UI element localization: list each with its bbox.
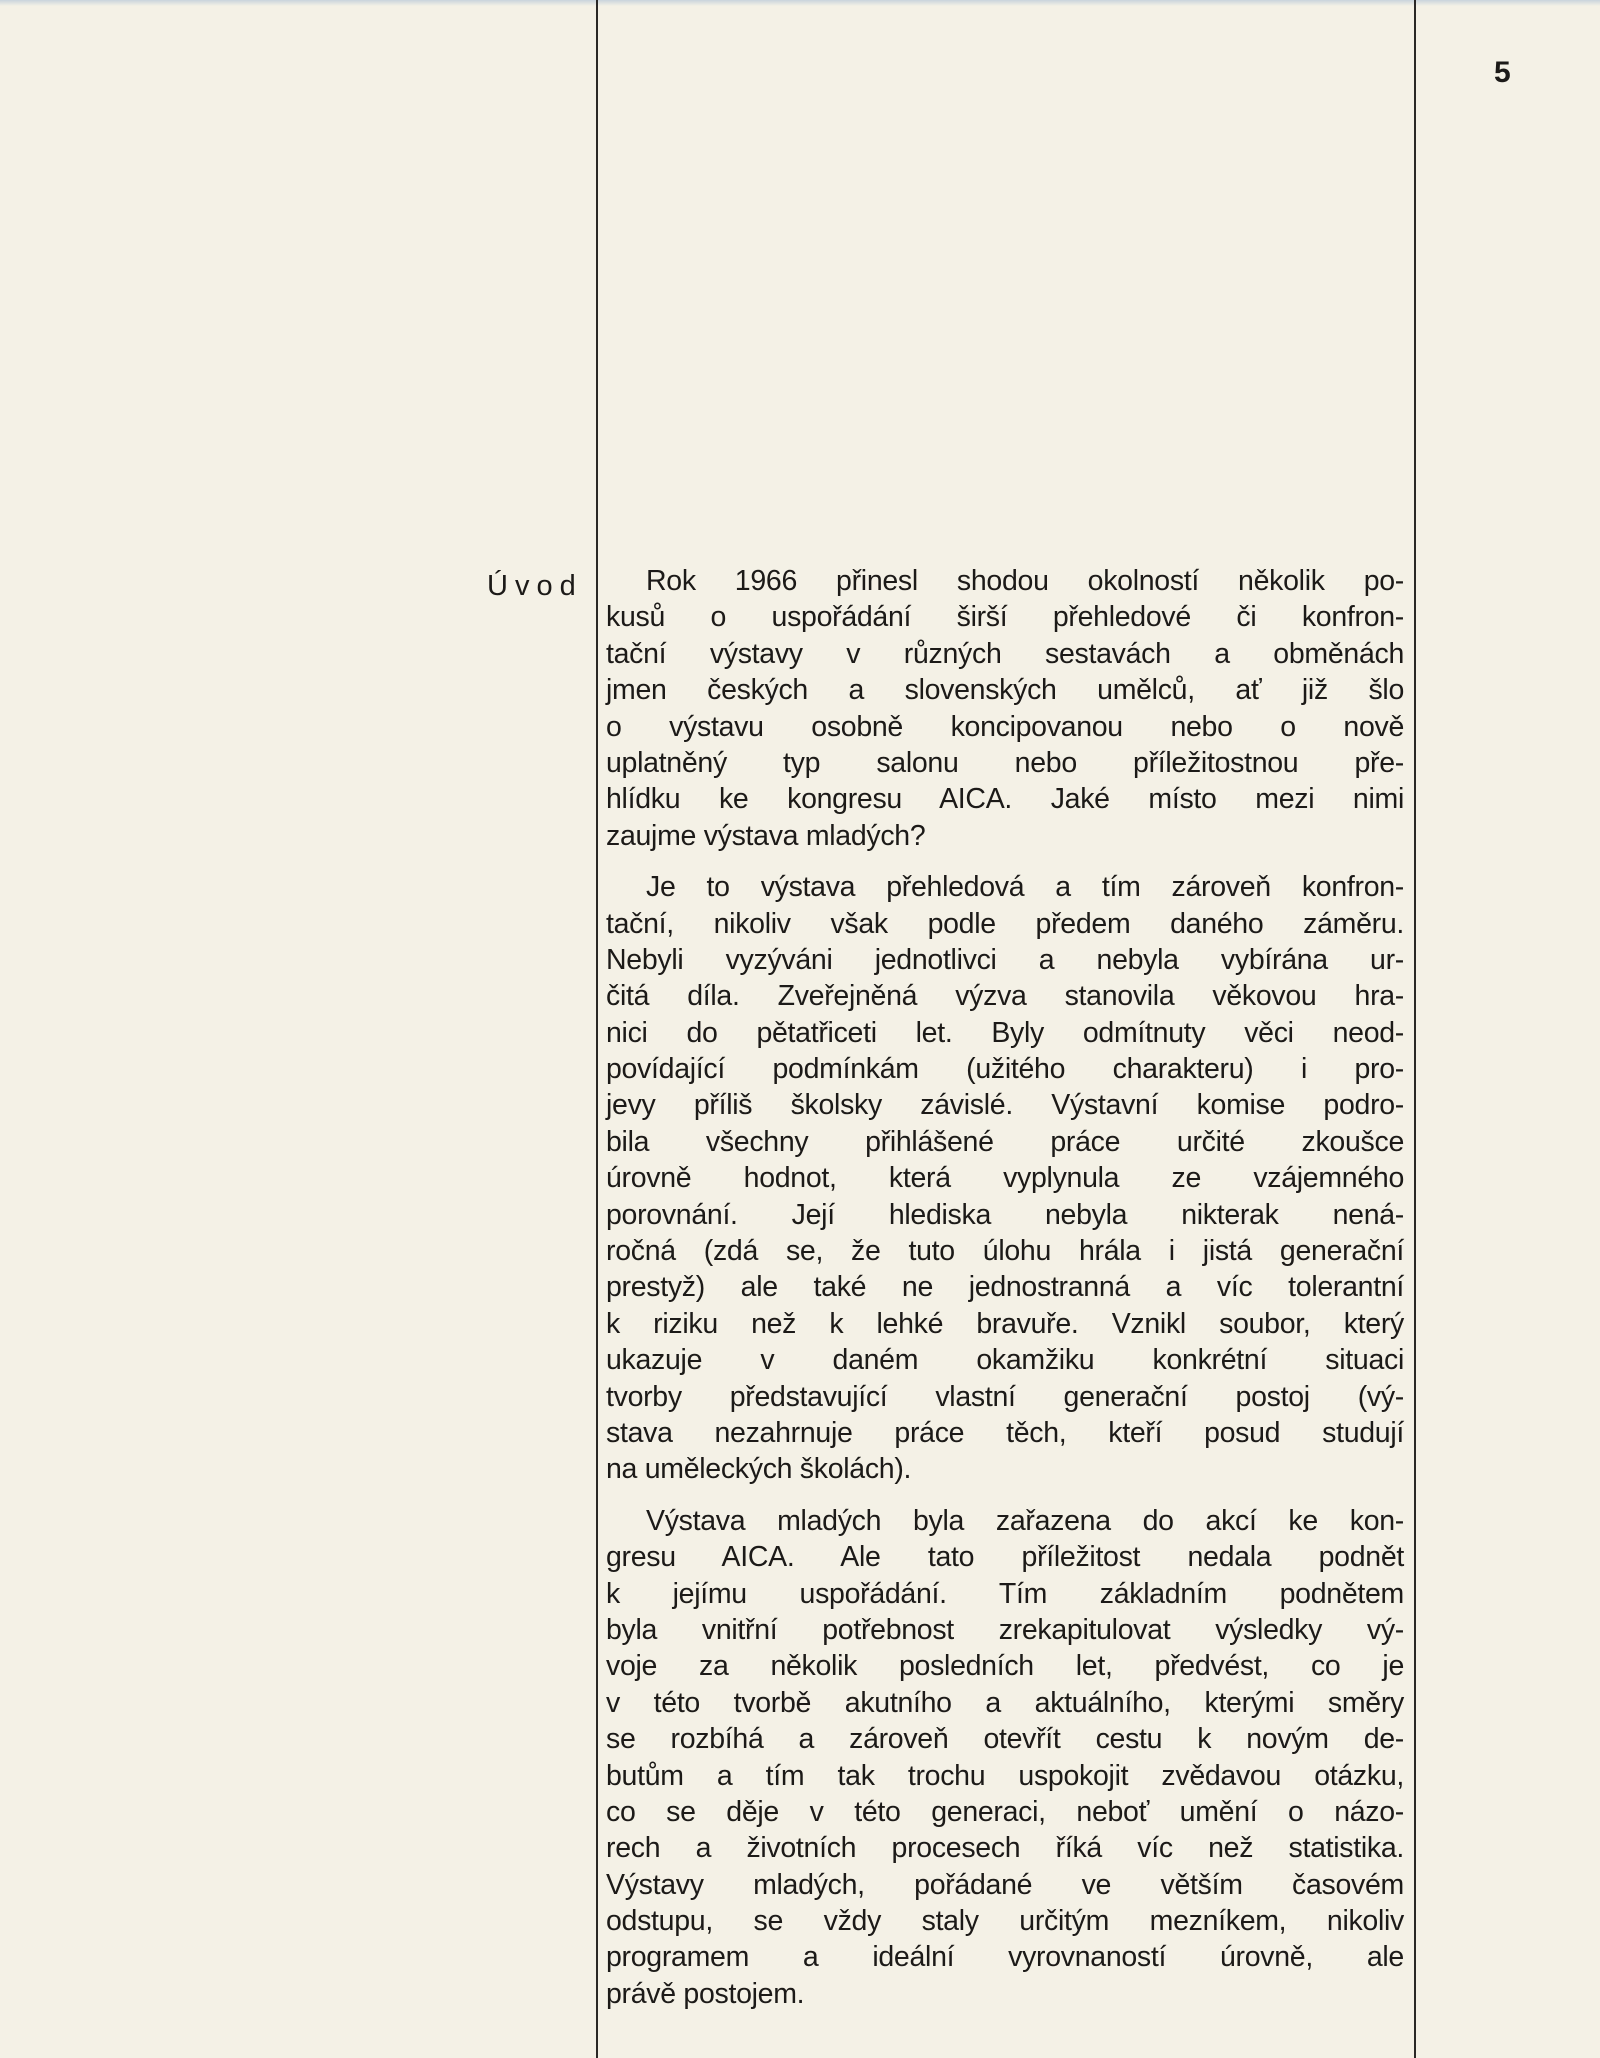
text-line: zaujme výstava mladých?	[606, 819, 926, 852]
text-line: úrovně hodnot, která vyplynula ze vzájemného	[606, 1162, 1404, 1195]
text-line: k jejímu uspořádání. Tím základním podnětem	[606, 1577, 1404, 1610]
text-line: Výstavy mladých, pořádané ve větším časovém	[606, 1868, 1404, 1901]
text-line: jmen českých a slovenských umělců, ať již šlo	[606, 674, 1404, 707]
text-line: Nebyli vyzýváni jednotlivci a nebyla vybírána ur-	[606, 943, 1404, 976]
text-line: na uměleckých školách).	[606, 1453, 912, 1486]
text-line: bila všechny přihlášené práce určité zkoušce	[606, 1125, 1404, 1158]
text-line: o výstavu osobně koncipovanou nebo o nově	[606, 710, 1404, 743]
text-line: gresu AICA. Ale tato příležitost nedala podnět	[606, 1541, 1404, 1574]
column-divider-left	[596, 0, 598, 2058]
text-line: jevy příliš školsky závislé. Výstavní komise podro-	[606, 1089, 1404, 1122]
text-line: ročná (zdá se, že tuto úlohu hrála i jistá generační	[606, 1235, 1404, 1268]
text-line: uplatněný typ salonu nebo příležitostnou pře-	[606, 746, 1404, 779]
text-line: rech a životních procesech říká víc než statistika.	[606, 1832, 1404, 1865]
text-line: právě postojem.	[606, 1977, 805, 2010]
text-line: stava nezahrnuje práce těch, kteří posud studují	[606, 1416, 1404, 1449]
text-line: povídající podmínkám (užitého charakteru) i pro-	[606, 1053, 1404, 1086]
text-line: butům a tím tak trochu uspokojit zvědavou otázku,	[606, 1759, 1404, 1792]
text-line: se rozbíhá a zároveň otevřít cestu k novým de-	[606, 1723, 1404, 1756]
scan-top-edge	[0, 0, 1600, 6]
body-text	[606, 563, 1404, 2027]
section-heading: Úvod	[487, 570, 583, 602]
text-line: čitá díla. Zveřejněná výzva stanovila věkovou hra-	[606, 980, 1404, 1013]
text-line: prestyž) ale také ne jednostranná a víc tolerantní	[606, 1271, 1404, 1304]
paragraph	[606, 1503, 1404, 2012]
text-line: tační výstavy v různých sestavách a obměnách	[606, 637, 1404, 670]
text-line: porovnání. Její hlediska nebyla nikterak nená-	[606, 1198, 1404, 1231]
text-line: byla vnitřní potřebnost zrekapitulovat výsledky vý-	[606, 1613, 1404, 1646]
text-line: ukazuje v daném okamžiku konkrétní situaci	[606, 1344, 1404, 1377]
text-line: Je to výstava přehledová a tím zároveň konfron-	[646, 871, 1404, 904]
column-divider-right	[1414, 0, 1416, 2058]
text-line: tvorby představující vlastní generační postoj (vý-	[606, 1380, 1404, 1413]
text-line: kusů o uspořádání širší přehledové či konfron-	[606, 601, 1404, 634]
text-line: tační, nikoliv však podle předem daného záměru.	[606, 907, 1404, 940]
text-line: nici do pětatřiceti let. Byly odmítnuty věci neod-	[606, 1016, 1404, 1049]
paragraph	[606, 563, 1404, 854]
text-line: Výstava mladých byla zařazena do akcí ke kon-	[646, 1504, 1404, 1537]
page-number: 5	[1494, 56, 1511, 89]
text-line: programem a ideální vyrovnaností úrovně, ale	[606, 1941, 1404, 1974]
paragraph	[606, 869, 1404, 1488]
text-line: odstupu, se vždy staly určitým mezníkem, nikoliv	[606, 1905, 1404, 1938]
text-line: hlídku ke kongresu AICA. Jaké místo mezi nimi	[606, 783, 1404, 816]
text-line: k riziku než k lehké bravuře. Vznikl soubor, který	[606, 1307, 1404, 1340]
text-line: co se děje v této generaci, neboť umění o názo-	[606, 1795, 1404, 1828]
text-line: Rok 1966 přinesl shodou okolností několik po-	[646, 565, 1404, 597]
text-line: voje za několik posledních let, předvést, co je	[606, 1650, 1404, 1683]
text-line: v této tvorbě akutního a aktuálního, kterými směry	[606, 1686, 1404, 1719]
